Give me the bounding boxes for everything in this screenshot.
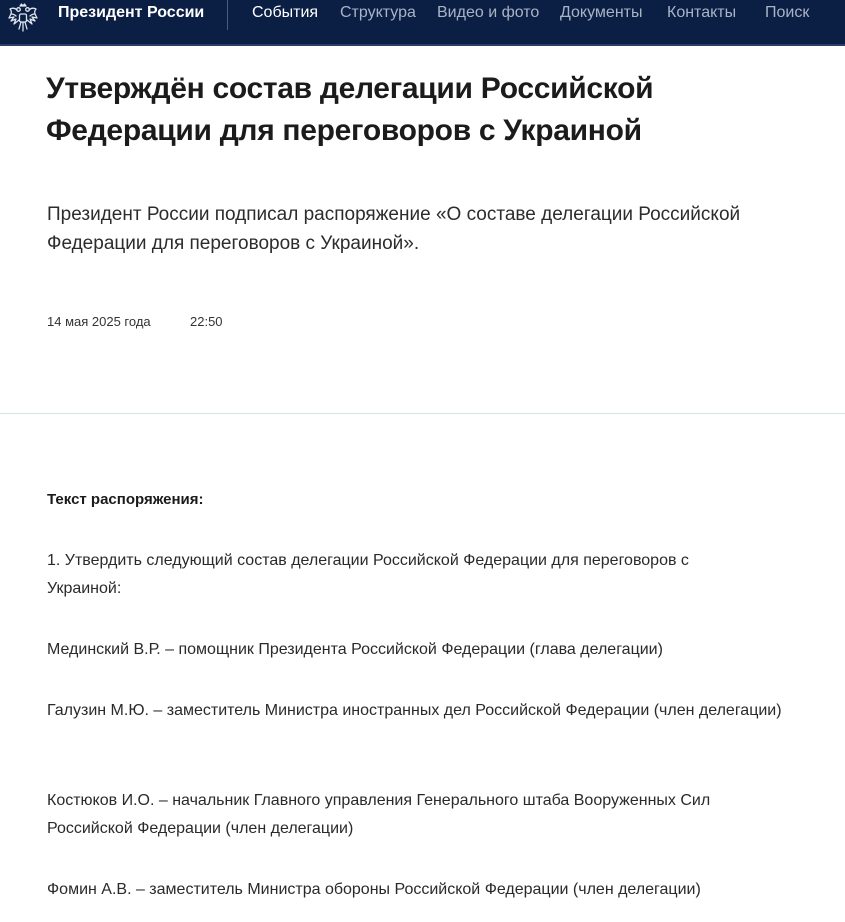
site-title-link[interactable]: Президент России (58, 4, 205, 21)
nav-item-documents[interactable]: Документы (560, 4, 643, 21)
top-navigation-bar (0, 0, 845, 46)
body-paragraph: 1. Утвердить следующий состав делегации Российской Федерации для переговоров с Украиной: (47, 552, 689, 597)
nav-item-search[interactable]: Поиск (765, 4, 810, 21)
nav-item-contacts[interactable]: Контакты (667, 4, 737, 21)
article-lead: Президент России подписал распоряжение «О составе делегации Российской Федерации для переговоров с Украиной». (47, 204, 741, 254)
body-paragraph: Фомин А.В. – заместитель Министра обороны Российской Федерации (член делегации) (47, 881, 701, 898)
emblem-icon[interactable] (6, 1, 40, 35)
section-divider (0, 413, 845, 414)
body-paragraph: Мединский В.Р. – помощник Президента Российской Федерации (глава делегации) (47, 641, 663, 658)
header-divider (227, 0, 228, 30)
body-paragraph: Галузин М.Ю. – заместитель Министра иностранных дел Российской Федерации (член делегации) (47, 702, 782, 719)
nav-item-video-photo[interactable]: Видео и фото (437, 4, 540, 21)
document-text-heading: Текст распоряжения: (47, 491, 204, 508)
article-time: 22:50 (190, 314, 223, 329)
article-date: 14 мая 2025 года (47, 314, 151, 329)
body-paragraph: Костюков И.О. – начальник Главного управления Генерального штаба Вооруженных Сил Российской Федерации (член делегации) (47, 792, 711, 837)
article-title: Утверждён состав делегации Российской Федерации для переговоров с Украиной (46, 72, 654, 147)
nav-item-events[interactable]: События (252, 4, 319, 21)
nav-item-structure[interactable]: Структура (340, 4, 416, 21)
